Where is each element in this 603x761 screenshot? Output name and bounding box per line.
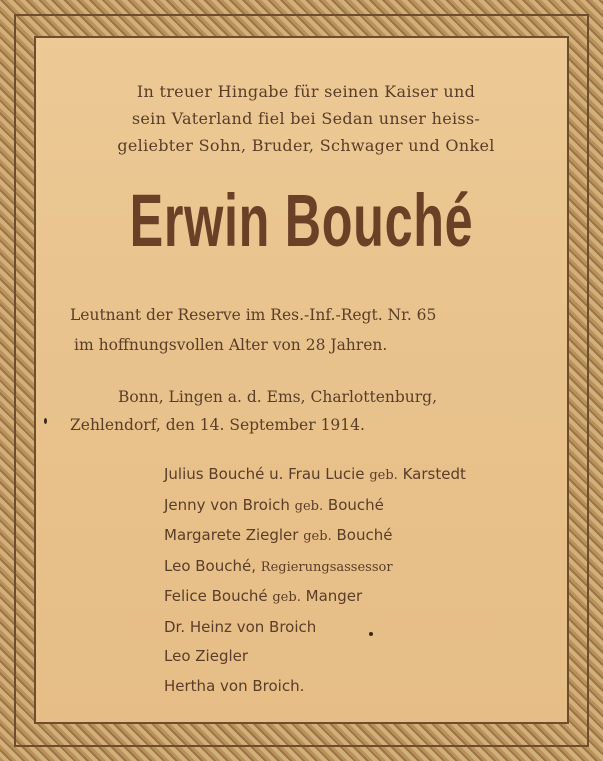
- intro-line: In treuer Hingabe für seinen Kaiser und: [136, 82, 476, 101]
- date-line: Zehlendorf, den 14. September 1914.: [70, 416, 365, 434]
- signer-name: Jenny von Broich: [164, 495, 290, 514]
- signer-row: [164, 491, 544, 522]
- signers-list: [164, 460, 544, 701]
- signer-note: Regierungsassessor: [260, 559, 393, 575]
- print-speck: [369, 632, 373, 636]
- signer-suffix: Karstedt: [402, 465, 466, 483]
- signer-row: [164, 672, 544, 702]
- place-date: [70, 383, 540, 439]
- age-line: im hoffnungsvollen Alter von 28 Jahren.: [74, 336, 388, 354]
- deceased-name: Erwin Bouché: [129, 179, 474, 262]
- signer-name: Leo Ziegler: [164, 647, 249, 665]
- print-speck: [44, 418, 47, 424]
- signer-suffix: Manger: [305, 587, 363, 605]
- signer-row: [164, 642, 544, 672]
- signer-row: [164, 582, 544, 613]
- rank-line: Leutnant der Reserve im Res.-Inf.-Regt. Nr. 65: [70, 306, 437, 324]
- intro-line: sein Vaterland fiel bei Sedan unser heiss-: [131, 109, 481, 128]
- signer-name: Hertha von Broich.: [164, 676, 305, 695]
- signer-row: [164, 521, 544, 552]
- signer-row: [164, 613, 544, 643]
- signer-row: [164, 460, 544, 491]
- signer-note: geb.: [303, 529, 332, 544]
- signer-name: Leo Bouché,: [164, 556, 256, 575]
- signer-name: Margarete Ziegler: [164, 526, 299, 544]
- notice-panel: [34, 36, 569, 724]
- signer-row: [164, 552, 544, 583]
- signer-note: geb.: [294, 498, 324, 514]
- intro-line: geliebter Sohn, Bruder, Schwager und Onkel: [117, 136, 495, 155]
- signer-note: geb.: [369, 468, 398, 483]
- rank-text: [70, 300, 540, 360]
- place-line: Bonn, Lingen a. d. Ems, Charlottenburg,: [118, 388, 438, 406]
- signer-name: Felice Bouché: [164, 587, 268, 605]
- signer-suffix: Bouché: [327, 495, 384, 514]
- intro-text: [72, 78, 540, 159]
- signer-suffix: Bouché: [336, 526, 393, 544]
- signer-name: Dr. Heinz von Broich: [164, 617, 317, 636]
- signer-note: geb.: [272, 590, 301, 605]
- signer-name: Julius Bouché u. Frau Lucie: [164, 465, 365, 483]
